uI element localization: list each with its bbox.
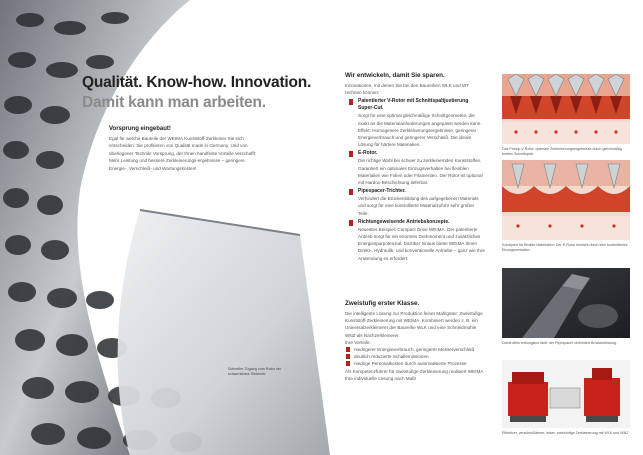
pipespacer-photo bbox=[502, 268, 630, 338]
two-stage-caption: Effektiver, verschleißärmer, leiser: zweistufige Zerkleinerung mit WLK und WNZ. bbox=[502, 431, 630, 435]
innovation-column bbox=[345, 72, 485, 262]
bullet-marker-icon bbox=[346, 361, 350, 366]
feature-pipespacer bbox=[345, 188, 485, 217]
advantage-text: niedrige Personalkosten durch automatisierte Prozesse bbox=[354, 361, 467, 367]
advantage-text: niedrigerer Energieverbrauch, geringerer Messerverschleiß bbox=[354, 347, 475, 353]
feature-drive bbox=[345, 219, 485, 262]
feature-title: Richtungsweisende Antriebskonzepte. bbox=[358, 218, 450, 225]
bullet-marker-icon bbox=[349, 151, 353, 157]
v-rotor-illustration bbox=[502, 74, 630, 144]
feature-title: E-Rotor. bbox=[358, 150, 378, 157]
bullet-marker-icon bbox=[349, 220, 353, 226]
innovation-heading: Wir entwickeln, damit Sie sparen. bbox=[345, 72, 445, 79]
feature-text: Sorgt für eine optimal gleichmäßige Schnittgeometrie, die exakt an die Materialanforderungen angepasst werden kann. Effekt: Homogenere Zerkleinerungsergebnisse, geringerer Energieverbrauch und geringerer Verschleiß. Die ideale Lösung für härtere Materialien. bbox=[358, 113, 482, 148]
two-stage-outro: Als Kompetenzführer für zweistufige Zerkleinerung realisiert WEIMA Ihre individuelle Lösung nach Maß! bbox=[345, 368, 484, 381]
feature-text: Verhindert die Brückenbildung des aufgegebenen Materials und sorgt für eine kontrollierte Materialzufuhr sehr großer Teile. bbox=[358, 196, 479, 216]
feature-e-rotor bbox=[345, 150, 485, 186]
feature-v-rotor bbox=[345, 98, 485, 148]
vorsprung-paragraph: Egal für welche Bauteile der WEIMA Kunststoff-Zerkleiner Sie sich entscheiden: Sie profitieren von Qualität made in Germany. Und von überlegener Technik! Vorsprung, der Ihnen handfeste Vorteile verschafft: Mehr Leistung und bessere Zerkleinerungs-ergebnisse – geringere Energie-, Verschleiß- und Wartungskosten! bbox=[109, 136, 257, 171]
vorsprung-heading: Vorsprung eingebaut! bbox=[109, 126, 171, 132]
v-rotor-caption: Das Prinzip V-Rotor: optimale Zerkleinerungsergebnisse durch gleichmäßig breiten Schnittspalt. bbox=[502, 147, 622, 156]
innovation-intro: Innovationen, mit denen Sie bei den Baureihen WLK und WT rechnen können: bbox=[345, 83, 470, 96]
e-rotor-illustration bbox=[502, 160, 630, 240]
two-stage-heading: Zweistufig erster Klasse. bbox=[345, 300, 420, 307]
headline-sub: Damit kann man arbeiten. bbox=[82, 94, 266, 111]
e-rotor-caption: Konzipiert für flexible Materialien: Der E-Rotor besticht durch sein kontrolliertes Einzugsverhalten. bbox=[502, 243, 628, 252]
advantage-item bbox=[345, 346, 485, 353]
advantage-item bbox=[345, 360, 485, 367]
pipespacer-caption: Damit alles reibungslos läuft: der Pipespacer verhindert Brückenbildung. bbox=[502, 341, 617, 345]
bullet-marker-icon bbox=[349, 99, 353, 105]
bullet-marker-icon bbox=[346, 347, 350, 352]
two-stage-paragraph: Die intelligente Lösung zur Produktion feiner Mahlgüter: Zweistufige Kunststoff-Zerkleinerung mit WEIMA. Kombiniert werden z. B. ein Universalzerkleinerer der Baureihe WLK und eine Schneidmühle WNZ als Nachzerkleinerer. bbox=[345, 311, 483, 338]
feature-text: Neuestes Beispiel: Compact Drive WEIMA. Der patentierte Antrieb sorgt für ein enormes Drehmoment und zusätzliches Energiesparpotenzial. Darüber hinaus bietet WEIMA Ihnen Direkt-, Hydraulik- und konventionelle Antriebe – ganz wie Ihre Anwendung es erfordert. bbox=[358, 226, 485, 261]
rotor-photo-caption: Schneller Zugang zum Rotor der schwenkbare Siebkorb. bbox=[228, 367, 282, 377]
advantage-text: deutlich reduzierte Schallemissionen bbox=[354, 354, 429, 360]
two-stage-machine-photo bbox=[502, 360, 630, 428]
feature-title: Patentierter V-Rotor mit Schnittspaltjustierung Super-Cut. bbox=[358, 98, 469, 112]
advantages-intro: Ihre Vorteile: bbox=[345, 339, 371, 345]
feature-title: Pipespacer-Trichter. bbox=[358, 188, 406, 195]
headline-main: Qualität. Know-how. Innovation. bbox=[82, 74, 312, 91]
advantage-item bbox=[345, 353, 485, 360]
feature-text: Die richtige Wahl bei schwer zu zerkleinernden Kunststoffen. Garantiert ein optimales Einzugsverhalten bei flexiblen Materialien wie Folien oder Filamenten. Der Rotor ist optional mit Hardox-Beschichtung lieferbar. bbox=[358, 158, 483, 186]
two-stage-section bbox=[345, 300, 485, 382]
bullet-marker-icon bbox=[346, 354, 350, 359]
bullet-marker-icon bbox=[349, 189, 353, 195]
